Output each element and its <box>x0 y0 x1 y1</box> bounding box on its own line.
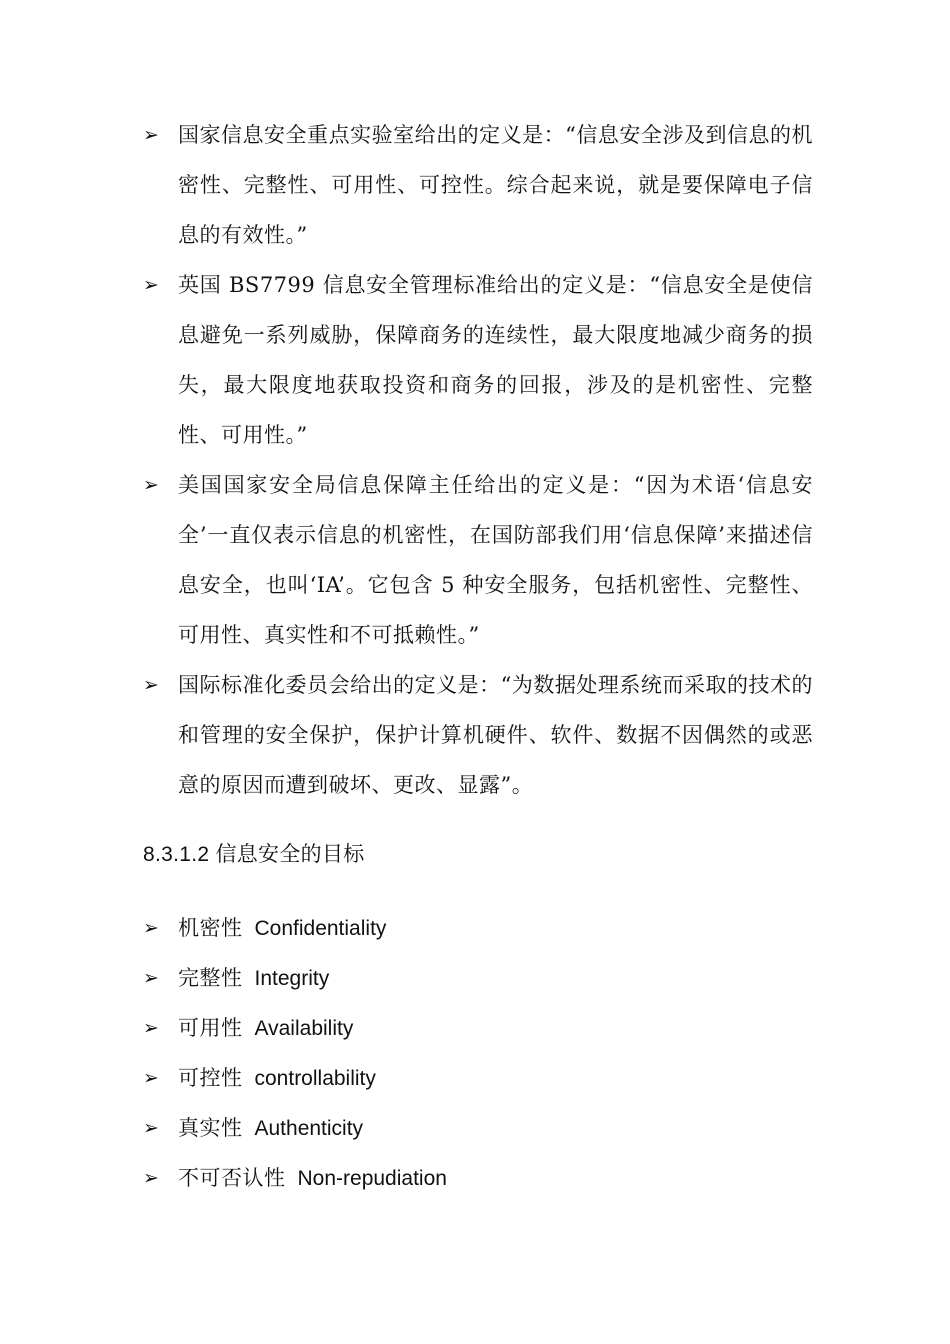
goal-item <box>143 1153 447 1203</box>
goal-chinese-term: 可控性 <box>178 1066 243 1090</box>
goal-english-term: controllability <box>254 1067 376 1090</box>
definition-item <box>143 110 813 260</box>
goal-chinese-term: 可用性 <box>178 1016 243 1040</box>
arrowhead-bullet-icon: ➢ <box>143 1117 160 1139</box>
section-heading: 8.3.1.2 信息安全的目标 <box>143 843 365 866</box>
goal-chinese-term: 不可否认性 <box>178 1166 286 1190</box>
arrowhead-bullet-icon: ➢ <box>143 674 160 696</box>
arrowhead-bullet-icon: ➢ <box>143 124 160 146</box>
arrowhead-bullet-icon: ➢ <box>143 1017 160 1039</box>
definition-item <box>143 460 813 660</box>
goal-english-term: Authenticity <box>254 1117 364 1140</box>
goal-chinese-term: 真实性 <box>178 1116 243 1140</box>
arrowhead-bullet-icon: ➢ <box>143 474 160 496</box>
goal-chinese-term: 完整性 <box>178 966 243 990</box>
arrowhead-bullet-icon: ➢ <box>143 917 160 939</box>
definition-item <box>143 660 813 810</box>
goal-english-term: Confidentiality <box>254 917 387 940</box>
goal-english-term: Non-repudiation <box>297 1167 447 1190</box>
arrowhead-bullet-icon: ➢ <box>143 1067 160 1089</box>
goal-list <box>143 903 447 1203</box>
goal-chinese-term: 机密性 <box>178 916 243 940</box>
arrowhead-bullet-icon: ➢ <box>143 967 160 989</box>
goal-item <box>143 1053 447 1103</box>
goal-item <box>143 1103 447 1153</box>
definition-text: 国家信息安全重点实验室给出的定义是：“信息安全涉及到信息的机密性、完整性、可用性、可控性。综合起来说，就是要保障电子信息的有效性。” <box>178 123 813 247</box>
definition-text: 国际标准化委员会给出的定义是：“为数据处理系统而采取的技术的和管理的安全保护，保护计算机硬件、软件、数据不因偶然的或恶意的原因而遭到破坏、更改、显露”。 <box>178 673 813 797</box>
goal-english-term: Integrity <box>254 967 330 990</box>
arrowhead-bullet-icon: ➢ <box>143 274 160 296</box>
goal-item <box>143 1003 447 1053</box>
goal-item <box>143 953 447 1003</box>
definition-text: 美国国家安全局信息保障主任给出的定义是：“因为术语‘信息安全’一直仅表示信息的机密性，在国防部我们用‘信息保障’来描述信息安全，也叫‘IA’。它包含 5 种安全服务，包括机密性、完整性、可用性、真实性和不可抵赖性。” <box>178 473 813 647</box>
goal-item <box>143 903 447 953</box>
goal-english-term: Availability <box>254 1017 354 1040</box>
definition-text: 英国 BS7799 信息安全管理标准给出的定义是：“信息安全是使信息避免一系列威胁，保障商务的连续性，最大限度地减少商务的损失，最大限度地获取投资和商务的回报，涉及的是机密性、完整性、可用性。” <box>178 273 813 447</box>
definition-list <box>143 110 813 810</box>
definition-item <box>143 260 813 460</box>
arrowhead-bullet-icon: ➢ <box>143 1167 160 1189</box>
